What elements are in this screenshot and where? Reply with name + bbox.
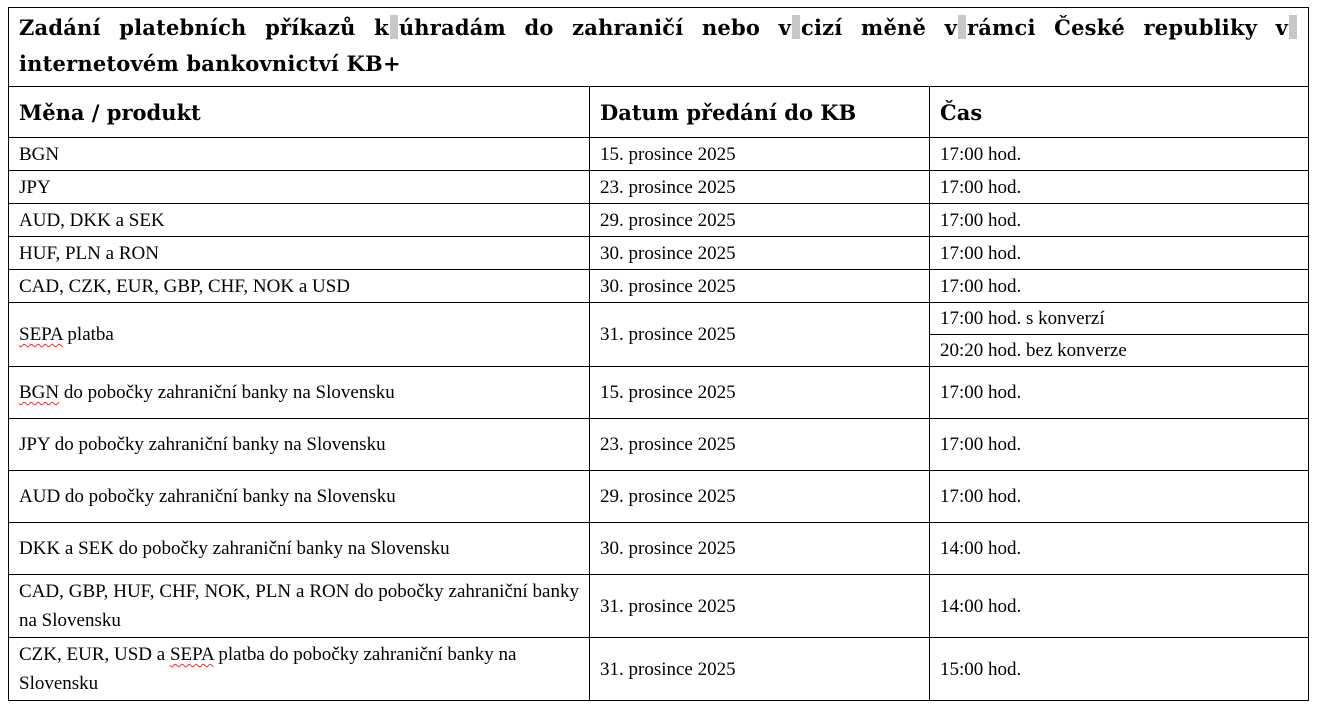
date-cell: 30. prosince 2025 [590,270,930,303]
date-cell: 15. prosince 2025 [590,367,930,419]
product-cell: CAD, GBP, HUF, CHF, NOK, PLN a RON do pobočky zahraniční banky na Slovensku [9,575,590,638]
spellcheck-word: BGN [19,382,60,403]
time-cell: 15:00 hod. [930,638,1309,701]
time-cell: 17:00 hod. [930,419,1309,471]
table-row [9,171,1309,204]
product-text: platba do pobočky zahraniční banky na Slovensku [19,644,517,694]
selection-mark [958,15,966,39]
title-text-5: internetovém bankovnictví KB+ [19,51,401,76]
table-row [9,575,1309,638]
product-cell [9,367,590,419]
date-cell: 31. prosince 2025 [590,303,930,367]
time-cell-no-conversion: 20:20 hod. bez konverze [930,335,1309,367]
product-text: platba [62,324,114,345]
title-text-4: rámci České republiky v [966,15,1289,40]
time-cell: 14:00 hod. [930,575,1309,638]
table-row [9,523,1309,575]
date-cell: 30. prosince 2025 [590,237,930,270]
product-cell: JPY [9,171,590,204]
time-cell: 17:00 hod. [930,367,1309,419]
date-cell: 30. prosince 2025 [590,523,930,575]
selection-mark [1289,15,1297,39]
date-cell: 31. prosince 2025 [590,575,930,638]
product-cell: AUD do pobočky zahraniční banky na Slovensku [9,471,590,523]
table-row [9,303,1309,335]
date-cell: 15. prosince 2025 [590,138,930,171]
table-row [9,471,1309,523]
title-text-1: Zadání platebních příkazů k [19,15,389,40]
date-cell: 29. prosince 2025 [590,204,930,237]
spellcheck-word: SEPA [169,644,214,665]
product-cell: DKK a SEK do pobočky zahraniční banky na Slovensku [9,523,590,575]
table-row [9,237,1309,270]
table-row [9,270,1309,303]
time-cell: 17:00 hod. [930,270,1309,303]
document-page [8,7,1309,701]
time-cell: 17:00 hod. [930,471,1309,523]
date-cell: 23. prosince 2025 [590,419,930,471]
spellcheck-word: SEPA [19,324,63,345]
header-row [9,87,1309,138]
table-row [9,138,1309,171]
product-cell: BGN [9,138,590,171]
header-date: Datum předání do KB [590,87,930,138]
table-row [9,204,1309,237]
time-cell: 17:00 hod. [930,138,1309,171]
table-row [9,419,1309,471]
table-row [9,638,1309,701]
product-cell [9,303,590,367]
title-row [9,8,1309,87]
time-cell: 14:00 hod. [930,523,1309,575]
time-cell-conversion: 17:00 hod. s konverzí [930,303,1309,335]
product-cell [9,638,590,701]
date-cell: 23. prosince 2025 [590,171,930,204]
title-cell [9,8,1309,87]
time-cell: 17:00 hod. [930,171,1309,204]
product-text: CZK, EUR, USD a [19,644,170,665]
header-time: Čas [930,87,1309,138]
table-row [9,367,1309,419]
product-text: do pobočky zahraniční banky na Slovensku [59,382,395,403]
selection-mark [792,15,800,39]
title-text-2: úhradám do zahraničí nebo v [398,15,792,40]
time-cell: 17:00 hod. [930,237,1309,270]
product-cell: JPY do pobočky zahraniční banky na Slovensku [9,419,590,471]
product-cell: HUF, PLN a RON [9,237,590,270]
table-title [19,10,1298,82]
date-cell: 29. prosince 2025 [590,471,930,523]
time-cell: 17:00 hod. [930,204,1309,237]
title-text-3: cizí měně v [801,15,957,40]
header-currency: Měna / produkt [9,87,590,138]
product-cell: CAD, CZK, EUR, GBP, CHF, NOK a USD [9,270,590,303]
product-cell: AUD, DKK a SEK [9,204,590,237]
selection-mark [390,15,398,39]
deadlines-table [8,7,1309,701]
date-cell: 31. prosince 2025 [590,638,930,701]
